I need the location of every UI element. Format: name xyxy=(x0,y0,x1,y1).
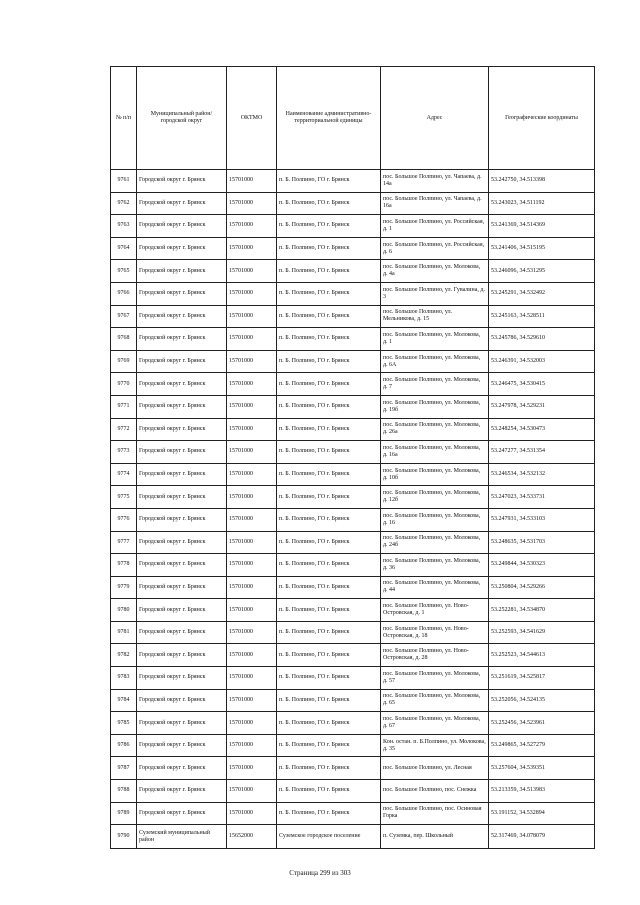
cell-municipality: Городской округ г. Брянск xyxy=(137,328,227,351)
cell-address: пос. Большое Полпино, ул. Лесная xyxy=(381,757,489,780)
cell-coordinates: 53.243023, 34.511192 xyxy=(489,192,595,215)
cell-num: 9788 xyxy=(111,780,137,803)
table-row xyxy=(111,780,595,803)
cell-coordinates: 53.248635, 34.531703 xyxy=(489,531,595,554)
cell-coordinates: 53.245163, 34.528511 xyxy=(489,305,595,328)
cell-oktmo: 15701000 xyxy=(227,780,277,803)
cell-municipality: Городской округ г. Брянск xyxy=(137,802,227,825)
cell-address: пос. Большое Полпино, ул. Молокова, д. 4а xyxy=(381,260,489,283)
cell-num: 9779 xyxy=(111,576,137,599)
cell-num: 9774 xyxy=(111,463,137,486)
cell-admin-unit: п. Б. Полпино, ГО г. Брянск xyxy=(277,644,381,667)
cell-address: пос. Большое Полпино, ул. Молокова, д. 19б xyxy=(381,395,489,418)
cell-admin-unit: п. Б. Полпино, ГО г. Брянск xyxy=(277,373,381,396)
table-row xyxy=(111,508,595,531)
cell-coordinates: 53.241369, 34.514369 xyxy=(489,215,595,238)
cell-oktmo: 15701000 xyxy=(227,667,277,690)
cell-municipality: Городской округ г. Брянск xyxy=(137,599,227,622)
cell-municipality: Городской округ г. Брянск xyxy=(137,576,227,599)
cell-admin-unit: п. Б. Полпино, ГО г. Брянск xyxy=(277,621,381,644)
cell-municipality: Городской округ г. Брянск xyxy=(137,689,227,712)
cell-coordinates: 53.252281, 34.534870 xyxy=(489,599,595,622)
cell-coordinates: 53.246475, 34.530415 xyxy=(489,373,595,396)
table-row xyxy=(111,644,595,667)
cell-coordinates: 52.317469, 34.078079 xyxy=(489,825,595,849)
cell-admin-unit: Суземское городское поселение xyxy=(277,825,381,849)
cell-num: 9785 xyxy=(111,712,137,735)
cell-coordinates: 53.242750, 34.513398 xyxy=(489,170,595,193)
cell-admin-unit: п. Б. Полпино, ГО г. Брянск xyxy=(277,260,381,283)
cell-oktmo: 15701000 xyxy=(227,170,277,193)
table-row xyxy=(111,667,595,690)
cell-oktmo: 15701000 xyxy=(227,305,277,328)
cell-coordinates: 53.246096, 34.531295 xyxy=(489,260,595,283)
cell-oktmo: 15701000 xyxy=(227,576,277,599)
cell-oktmo: 15701000 xyxy=(227,328,277,351)
cell-address: пос. Большое Полпино, ул. Молокова, д. 26а xyxy=(381,418,489,441)
cell-coordinates: 53.248254, 34.530473 xyxy=(489,418,595,441)
table-row xyxy=(111,192,595,215)
cell-admin-unit: п. Б. Полпино, ГО г. Брянск xyxy=(277,780,381,803)
cell-num: 9765 xyxy=(111,260,137,283)
cell-admin-unit: п. Б. Полпино, ГО г. Брянск xyxy=(277,757,381,780)
table-row xyxy=(111,260,595,283)
cell-num: 9789 xyxy=(111,802,137,825)
cell-address: пос. Большое Полпино, ул. Ново-Островская, д. 28 xyxy=(381,644,489,667)
header-address: Адрес xyxy=(381,67,489,170)
cell-num: 9769 xyxy=(111,350,137,373)
cell-municipality: Городской округ г. Брянск xyxy=(137,780,227,803)
cell-num: 9787 xyxy=(111,757,137,780)
cell-admin-unit: п. Б. Полпино, ГО г. Брянск xyxy=(277,531,381,554)
cell-coordinates: 53.241406, 34.515195 xyxy=(489,237,595,260)
cell-oktmo: 15701000 xyxy=(227,508,277,531)
cell-oktmo: 15701000 xyxy=(227,802,277,825)
cell-num: 9761 xyxy=(111,170,137,193)
cell-num: 9768 xyxy=(111,328,137,351)
cell-num: 9772 xyxy=(111,418,137,441)
table-row xyxy=(111,734,595,757)
cell-oktmo: 15701000 xyxy=(227,599,277,622)
cell-oktmo: 15701000 xyxy=(227,373,277,396)
cell-oktmo: 15701000 xyxy=(227,350,277,373)
cell-coordinates: 53.246391, 34.532003 xyxy=(489,350,595,373)
cell-admin-unit: п. Б. Полпино, ГО г. Брянск xyxy=(277,802,381,825)
cell-admin-unit: п. Б. Полпино, ГО г. Брянск xyxy=(277,734,381,757)
cell-municipality: Городской округ г. Брянск xyxy=(137,192,227,215)
cell-address: пос. Большое Полпино, ул. Молокова, д. 36 xyxy=(381,554,489,577)
cell-coordinates: 53.247931, 34.533103 xyxy=(489,508,595,531)
cell-coordinates: 53.257604, 34.539351 xyxy=(489,757,595,780)
header-oktmo: ОКТМО xyxy=(227,67,277,170)
cell-coordinates: 53.247277, 34.531354 xyxy=(489,441,595,464)
cell-num: 9763 xyxy=(111,215,137,238)
cell-num: 9782 xyxy=(111,644,137,667)
table-row xyxy=(111,486,595,509)
cell-coordinates: 53.251619, 34.525817 xyxy=(489,667,595,690)
table-row xyxy=(111,621,595,644)
cell-num: 9771 xyxy=(111,395,137,418)
cell-address: пос. Большое Полпино, ул. Российская, д. 1 xyxy=(381,215,489,238)
cell-oktmo: 15701000 xyxy=(227,418,277,441)
cell-coordinates: 53.249844, 34.530323 xyxy=(489,554,595,577)
cell-num: 9767 xyxy=(111,305,137,328)
cell-num: 9784 xyxy=(111,689,137,712)
cell-municipality: Городской округ г. Брянск xyxy=(137,644,227,667)
cell-admin-unit: п. Б. Полпино, ГО г. Брянск xyxy=(277,282,381,305)
table-row xyxy=(111,554,595,577)
cell-coordinates: 53.191152, 34.532894 xyxy=(489,802,595,825)
cell-municipality: Городской округ г. Брянск xyxy=(137,667,227,690)
cell-municipality: Городской округ г. Брянск xyxy=(137,531,227,554)
cell-num: 9776 xyxy=(111,508,137,531)
cell-oktmo: 15701000 xyxy=(227,282,277,305)
cell-municipality: Городской округ г. Брянск xyxy=(137,757,227,780)
cell-coordinates: 53.252456, 34.523961 xyxy=(489,712,595,735)
cell-municipality: Городской округ г. Брянск xyxy=(137,373,227,396)
cell-municipality: Городской округ г. Брянск xyxy=(137,260,227,283)
cell-address: пос. Большое Полпино, ул. Молокова, д. 57 xyxy=(381,667,489,690)
cell-municipality: Городской округ г. Брянск xyxy=(137,621,227,644)
cell-coordinates: 53.249865, 34.527279 xyxy=(489,734,595,757)
table-row xyxy=(111,237,595,260)
table-row xyxy=(111,757,595,780)
cell-oktmo: 15701000 xyxy=(227,734,277,757)
cell-coordinates: 53.247023, 34.533731 xyxy=(489,486,595,509)
cell-municipality: Городской округ г. Брянск xyxy=(137,486,227,509)
cell-oktmo: 15701000 xyxy=(227,192,277,215)
cell-admin-unit: п. Б. Полпино, ГО г. Брянск xyxy=(277,576,381,599)
header-municipality: Муниципальный район/городской округ xyxy=(137,67,227,170)
cell-municipality: Городской округ г. Брянск xyxy=(137,418,227,441)
cell-municipality: Городской округ г. Брянск xyxy=(137,554,227,577)
table-row xyxy=(111,282,595,305)
cell-num: 9778 xyxy=(111,554,137,577)
cell-oktmo: 15701000 xyxy=(227,486,277,509)
table-row xyxy=(111,531,595,554)
cell-num: 9766 xyxy=(111,282,137,305)
table-row xyxy=(111,328,595,351)
header-row xyxy=(111,67,595,170)
cell-oktmo: 15701000 xyxy=(227,395,277,418)
cell-address: пос. Большое Полпино, ул. Мельникова, д. 15 xyxy=(381,305,489,328)
cell-coordinates: 53.246534, 34.532132 xyxy=(489,463,595,486)
cell-municipality: Городской округ г. Брянск xyxy=(137,395,227,418)
cell-admin-unit: п. Б. Полпино, ГО г. Брянск xyxy=(277,237,381,260)
cell-address: пос. Большое Полпино, ул. Молокова, д. 65 xyxy=(381,689,489,712)
cell-coordinates: 53.245291, 34.532492 xyxy=(489,282,595,305)
cell-address: пос. Большое Полпино, ул. Чапаева, д. 14а xyxy=(381,170,489,193)
cell-admin-unit: п. Б. Полпино, ГО г. Брянск xyxy=(277,689,381,712)
cell-address: пос. Большое Полпино, ул. Молокова, д. 10б xyxy=(381,463,489,486)
cell-address: пос. Большое Полпино, ул. Молокова, д. 16а xyxy=(381,441,489,464)
cell-admin-unit: п. Б. Полпино, ГО г. Брянск xyxy=(277,441,381,464)
cell-admin-unit: п. Б. Полпино, ГО г. Брянск xyxy=(277,599,381,622)
cell-admin-unit: п. Б. Полпино, ГО г. Брянск xyxy=(277,712,381,735)
cell-address: пос. Большое Полпино, ул. Молокова, д. 24б xyxy=(381,531,489,554)
cell-municipality: Суземский муниципальный район xyxy=(137,825,227,849)
cell-admin-unit: п. Б. Полпино, ГО г. Брянск xyxy=(277,463,381,486)
table-row xyxy=(111,418,595,441)
cell-oktmo: 15701000 xyxy=(227,441,277,464)
cell-address: пос. Большое Полпино, ул. Молокова, д. 16 xyxy=(381,508,489,531)
cell-admin-unit: п. Б. Полпино, ГО г. Брянск xyxy=(277,215,381,238)
cell-address: пос. Большое Полпино, ул. Чапаева, д. 16а xyxy=(381,192,489,215)
table-body xyxy=(111,170,595,849)
cell-municipality: Городской округ г. Брянск xyxy=(137,282,227,305)
cell-address: пос. Большое Полпино, ул. Молокова, д. 1 xyxy=(381,328,489,351)
table-row xyxy=(111,825,595,849)
cell-address: пос. Большое Полпино, пос. Осиновая Горка xyxy=(381,802,489,825)
cell-municipality: Городской округ г. Брянск xyxy=(137,305,227,328)
header-admin-unit: Наименование административно-территориальной единицы xyxy=(277,67,381,170)
cell-num: 9786 xyxy=(111,734,137,757)
cell-oktmo: 15701000 xyxy=(227,531,277,554)
cell-num: 9790 xyxy=(111,825,137,849)
table-row xyxy=(111,576,595,599)
table-row xyxy=(111,463,595,486)
cell-admin-unit: п. Б. Полпино, ГО г. Брянск xyxy=(277,508,381,531)
cell-admin-unit: п. Б. Полпино, ГО г. Брянск xyxy=(277,554,381,577)
cell-municipality: Городской округ г. Брянск xyxy=(137,215,227,238)
cell-oktmo: 15701000 xyxy=(227,757,277,780)
table-row xyxy=(111,689,595,712)
cell-municipality: Городской округ г. Брянск xyxy=(137,463,227,486)
cell-num: 9783 xyxy=(111,667,137,690)
cell-address: п. Суземка, пер. Школьный xyxy=(381,825,489,849)
header-num: № п/п xyxy=(111,67,137,170)
cell-admin-unit: п. Б. Полпино, ГО г. Брянск xyxy=(277,418,381,441)
cell-coordinates: 53.213359, 34.513983 xyxy=(489,780,595,803)
cell-coordinates: 53.252056, 34.524135 xyxy=(489,689,595,712)
cell-address: пос. Большое Полпино, ул. Молокова, д. 44 xyxy=(381,576,489,599)
cell-oktmo: 15701000 xyxy=(227,689,277,712)
cell-admin-unit: п. Б. Полпино, ГО г. Брянск xyxy=(277,395,381,418)
cell-municipality: Городской округ г. Брянск xyxy=(137,170,227,193)
cell-oktmo: 15701000 xyxy=(227,554,277,577)
cell-municipality: Городской округ г. Брянск xyxy=(137,237,227,260)
cell-num: 9777 xyxy=(111,531,137,554)
cell-address: пос. Большое Полпино, ул. Ново-Островская, д. 18 xyxy=(381,621,489,644)
cell-oktmo: 15701000 xyxy=(227,621,277,644)
cell-admin-unit: п. Б. Полпино, ГО г. Брянск xyxy=(277,328,381,351)
cell-address: пос. Большое Полпино, ул. Ново-Островская, д. 1 xyxy=(381,599,489,622)
cell-num: 9781 xyxy=(111,621,137,644)
table-row xyxy=(111,170,595,193)
cell-oktmo: 15701000 xyxy=(227,712,277,735)
cell-oktmo: 15652000 xyxy=(227,825,277,849)
cell-oktmo: 15701000 xyxy=(227,463,277,486)
cell-coordinates: 53.252593, 34.541629 xyxy=(489,621,595,644)
cell-address: пос. Большое Полпино, ул. Молокова, д. 6А xyxy=(381,350,489,373)
cell-coordinates: 53.250804, 34.529266 xyxy=(489,576,595,599)
cell-admin-unit: п. Б. Полпино, ГО г. Брянск xyxy=(277,667,381,690)
cell-address: пос. Большое Полпино, пос. Снежка xyxy=(381,780,489,803)
cell-municipality: Городской округ г. Брянск xyxy=(137,441,227,464)
cell-admin-unit: п. Б. Полпино, ГО г. Брянск xyxy=(277,486,381,509)
header-coordinates: Географические координаты xyxy=(489,67,595,170)
table-row xyxy=(111,395,595,418)
cell-admin-unit: п. Б. Полпино, ГО г. Брянск xyxy=(277,305,381,328)
cell-municipality: Городской округ г. Брянск xyxy=(137,350,227,373)
table-row xyxy=(111,599,595,622)
cell-admin-unit: п. Б. Полпино, ГО г. Брянск xyxy=(277,170,381,193)
cell-num: 9762 xyxy=(111,192,137,215)
cell-num: 9770 xyxy=(111,373,137,396)
table-row xyxy=(111,305,595,328)
cell-coordinates: 53.245786, 34.529610 xyxy=(489,328,595,351)
table-row xyxy=(111,350,595,373)
table-row xyxy=(111,712,595,735)
table-row xyxy=(111,215,595,238)
cell-municipality: Городской округ г. Брянск xyxy=(137,508,227,531)
table-row xyxy=(111,802,595,825)
records-table xyxy=(110,66,595,849)
cell-num: 9775 xyxy=(111,486,137,509)
cell-address: пос. Большое Полпино, ул. Гувалина, д. 3 xyxy=(381,282,489,305)
table-row xyxy=(111,373,595,396)
cell-coordinates: 53.247978, 34.529231 xyxy=(489,395,595,418)
cell-oktmo: 15701000 xyxy=(227,237,277,260)
cell-municipality: Городской округ г. Брянск xyxy=(137,712,227,735)
table-header xyxy=(111,67,595,170)
cell-address: пос. Большое Полпино, ул. Молокова, д. 12б xyxy=(381,486,489,509)
cell-admin-unit: п. Б. Полпино, ГО г. Брянск xyxy=(277,192,381,215)
cell-municipality: Городской округ г. Брянск xyxy=(137,734,227,757)
cell-address: пос. Большое Полпино, ул. Молокова, д. 7 xyxy=(381,373,489,396)
cell-address: пос. Большое Полпино, ул. Молокова, д. 67 xyxy=(381,712,489,735)
cell-num: 9773 xyxy=(111,441,137,464)
table-row xyxy=(111,441,595,464)
cell-num: 9780 xyxy=(111,599,137,622)
cell-oktmo: 15701000 xyxy=(227,260,277,283)
cell-coordinates: 53.252523, 34.544613 xyxy=(489,644,595,667)
cell-oktmo: 15701000 xyxy=(227,644,277,667)
cell-oktmo: 15701000 xyxy=(227,215,277,238)
cell-admin-unit: п. Б. Полпино, ГО г. Брянск xyxy=(277,350,381,373)
cell-address: Кон. остан. п. Б.Полпино, ул. Молокова, д. 35 xyxy=(381,734,489,757)
cell-address: пос. Большое Полпино, ул. Российская, д. 6 xyxy=(381,237,489,260)
page-number: Страница 299 из 303 xyxy=(289,869,351,877)
cell-num: 9764 xyxy=(111,237,137,260)
